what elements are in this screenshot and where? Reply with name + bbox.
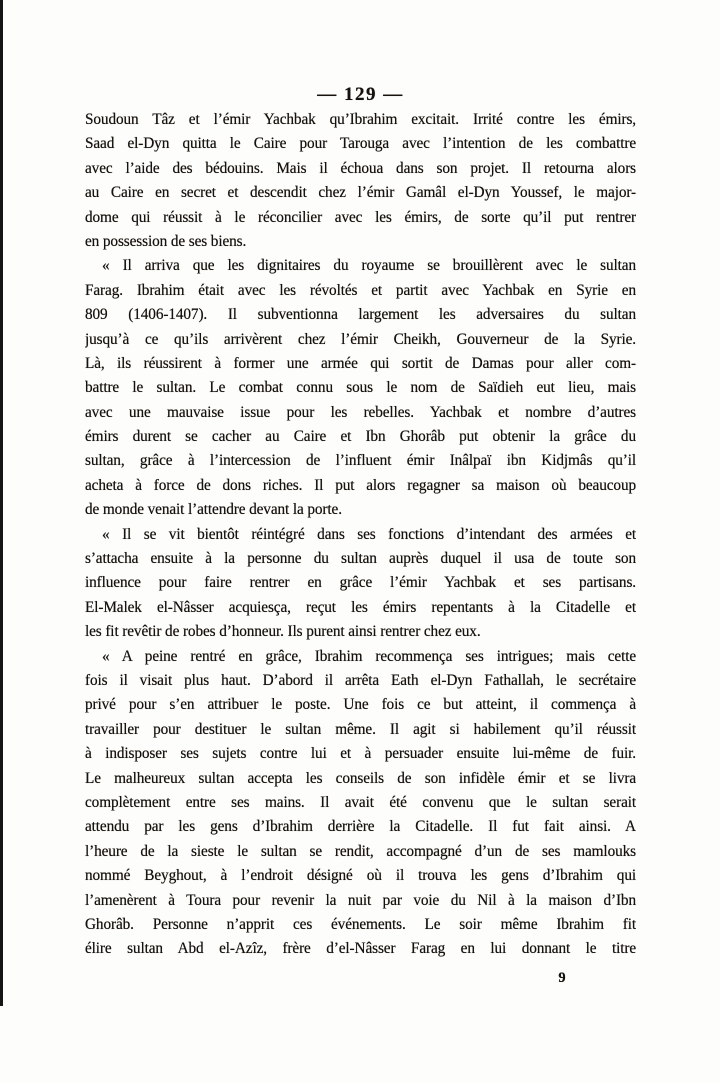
text-line: Le malheureux sultan accepta les conseils de son infidèle émir et se livra: [85, 769, 636, 787]
text-line: nommé Beyghout, à l’endroit désigné où il trouva les gens d’Ibrahim qui: [85, 867, 636, 885]
text-line: s’attacha ensuite à la personne du sultan auprès duquel il usa de toute son: [85, 550, 636, 568]
text-line: complètement entre ses mains. Il avait été convenu que le sultan serait: [85, 793, 636, 811]
text-line: battre le sultan. Le combat connu sous le nom de Saïdieh eut lieu, mais: [85, 379, 636, 397]
text-line: travailler pour destituer le sultan même. Il agit si habilement qu’il réussit: [85, 720, 636, 738]
text-line: Ghorâb. Personne n’apprit ces événements. Le soir même Ibrahim fit: [85, 915, 636, 933]
text-line: avec l’aide des bédouins. Mais il échoua dans son projet. Il retourna alors: [85, 159, 636, 177]
text-block: [85, 108, 636, 962]
text-line: émirs durent se cacher au Caire et Ibn Ghorâb put obtenir la grâce du: [85, 428, 636, 446]
text-line: élire sultan Abd el-Azîz, frère d’el-Nâsser Farag en lui donnant le titre: [85, 940, 636, 958]
text-line: attendu par les gens d’Ibrahim derrière la Citadelle. Il fut fait ainsi. A: [85, 818, 636, 836]
text-line: Saad el-Dyn quitta le Caire pour Tarouga avec l’intention de les combattre: [85, 135, 636, 153]
text-line: l’heure de la sieste le sultan se rendit, accompagné d’un de ses mamlouks: [85, 842, 636, 860]
text-line: « Il se vit bientôt réintégré dans ses fonctions d’intendant des armées et: [102, 525, 636, 543]
printer-signature-mark: 9: [558, 970, 566, 986]
text-line: à indisposer ses sujets contre lui et à persuader ensuite lui-même de fuir.: [85, 745, 636, 763]
text-line: fois il visait plus haut. D’abord il arrêta Eath el-Dyn Fathallah, le secrétaire: [85, 671, 636, 689]
text-line: « Il arriva que les dignitaires du royaume se brouillèrent avec le sultan: [102, 257, 636, 275]
text-line: sultan, grâce à l’intercession de l’influent émir Inâlpaï ibn Kidjmâs qu’il: [85, 452, 636, 470]
text-line: Farag. Ibrahim était avec les révoltés et partit avec Yachbak en Syrie en: [85, 281, 636, 299]
text-line: les fit revêtir de robes d’honneur. Ils purent ainsi rentrer chez eux.: [85, 623, 481, 641]
text-line: jusqu’à ce qu’ils arrivèrent chez l’émir Cheikh, Gouverneur de la Syrie.: [85, 330, 636, 348]
text-line: El-Malek el-Nâsser acquiesça, reçut les émirs repentants à la Citadelle et: [85, 598, 636, 616]
text-line: acheta à force de dons riches. Il put alors regagner sa maison où beaucoup: [85, 476, 636, 494]
text-line: au Caire en secret et descendit chez l’émir Gamâl el-Dyn Youssef, le major-: [85, 184, 636, 202]
text-line: privé pour s’en attribuer le poste. Une fois ce but atteint, il commença à: [85, 696, 636, 714]
text-line: influence pour faire rentrer en grâce l’émir Yachbak et ses partisans.: [85, 574, 636, 592]
text-line: avec une mauvaise issue pour les rebelles. Yachbak et nombre d’autres: [85, 403, 636, 421]
text-line: Soudoun Tâz et l’émir Yachbak qu’Ibrahim excitait. Irrité contre les émirs,: [85, 111, 636, 128]
text-line: l’amenèrent à Toura pour revenir la nuit par voie du Nil à la maison d’Ibn: [85, 891, 636, 909]
text-line: dome qui réussit à le réconcilier avec les émirs, de sorte qu’il put rentrer: [85, 208, 636, 226]
text-line: 809 (1406-1407). Il subventionna largement les adversaires du sultan: [85, 306, 636, 324]
text-line: de monde venait l’attendre devant la porte.: [85, 501, 342, 519]
page-number-header: — 129 —: [317, 84, 404, 105]
text-line: en possession de ses biens.: [85, 232, 247, 250]
text-line: « A peine rentré en grâce, Ibrahim recommença ses intrigues; mais cette: [102, 647, 636, 665]
text-line: Là, ils réussirent à former une armée qui sortit de Damas pour aller com-: [85, 354, 636, 372]
scan-edge-artifact: [0, 0, 3, 1006]
